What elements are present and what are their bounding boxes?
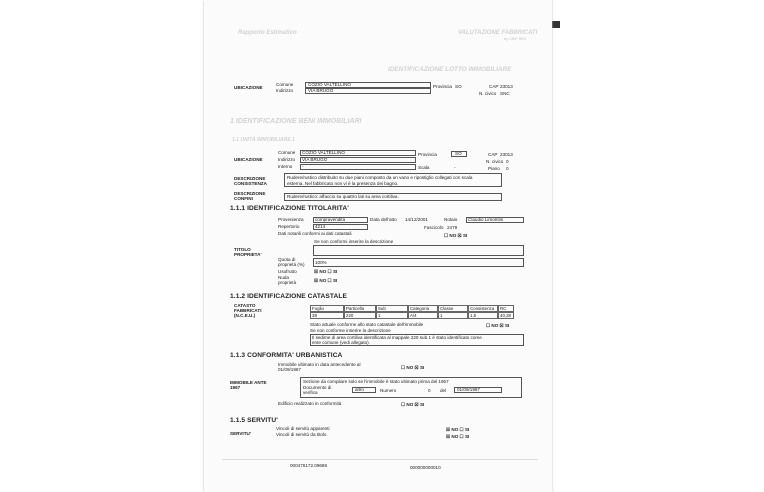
data-atto-value: 14/12/2001	[405, 217, 428, 222]
apparenti-label: Vincoli di servitù apparenti	[276, 426, 330, 431]
scala-value: -	[454, 165, 456, 170]
apparenti-checkbox[interactable]: ☒ NO ☐ SI	[446, 427, 470, 432]
comune-top-value: COZIO VALTELLINO	[308, 82, 351, 87]
footer-code-2: 000000000010	[410, 465, 441, 470]
comune-top-label: Comune	[276, 82, 294, 87]
catasto-label-2: FABBRICATI	[234, 308, 262, 313]
documento-label-2: verifica	[303, 390, 318, 395]
catasto-value-cell: 38	[310, 312, 344, 319]
catasto-label-1: CATASTO	[234, 303, 256, 308]
catasto-header-cell: Sub	[376, 305, 408, 312]
quota-field	[313, 258, 524, 267]
indirizzo-top-label: Indirizzo	[276, 88, 294, 93]
comune-value: COZIO VALTELLINO	[302, 150, 345, 155]
notaio-label: Notaio	[444, 217, 458, 222]
civico-label: N. civico	[486, 159, 504, 164]
footer-rule	[222, 459, 538, 460]
provenienza-value: compravendita	[315, 217, 346, 222]
dati-conformi-label: Dati notarili conformi ai dati catastali	[278, 231, 352, 236]
provenienza-label: Provenienza	[278, 217, 304, 222]
stato-nota-line-1: Il sedime di area cortiliva identificata al mappale 220 sub.1 è stato identificato come	[312, 335, 482, 340]
immobile-ante-label-2: 1967	[230, 385, 241, 390]
indirizzo-value: VIA BRUGO	[302, 157, 328, 162]
catasto-header-cell: Classe	[438, 305, 468, 312]
interno-field	[300, 164, 416, 170]
sezione-label: Sezione da compilare solo se l'immobile è stato ultimato prima del 1967	[303, 379, 449, 384]
catasto-value-cell: 1	[438, 312, 468, 319]
catasto-value-cell: 220	[344, 312, 376, 319]
piano-value: 0	[506, 166, 509, 171]
provincia-value: SO	[455, 151, 462, 156]
catasto-header-cell: Consistenza	[468, 305, 498, 312]
footer-code-1: 000476172.09686	[290, 463, 328, 468]
scala-label: Scala	[418, 165, 430, 170]
ultimato-checkbox[interactable]: ☐ NO ☒ SI	[401, 365, 425, 370]
repertorio-value: 4214	[315, 224, 326, 229]
catastale-heading: 1.1.2 IDENTIFICAZIONE CATASTALE	[230, 293, 348, 300]
servitu-label: SERVITU'	[230, 431, 251, 436]
fascicolo-value: 2479	[447, 225, 458, 230]
catasto-value-cell: A/4	[408, 312, 438, 319]
quota-label-1: Quota di	[278, 257, 296, 262]
right-header-logo: VALUTAZIONE FABBRICATI	[458, 30, 538, 36]
section-1-1-heading: 1.1 UNITÀ IMMOBILIARE 1	[232, 137, 295, 143]
stato-nonconf-label: Se non conforme inserire la descrizione	[310, 328, 391, 333]
catasto-value-cell: 1,5	[468, 312, 498, 319]
titolarita-heading: 1.1.1 IDENTIFICAZIONE TITOLARITA'	[230, 205, 349, 212]
section-1-heading: 1 IDENTIFICAZIONE BENI IMMOBILIARI	[230, 118, 362, 125]
ultimato-label-1: Immobile ultimato in data antecedente al	[278, 362, 361, 367]
cap-label: CAP	[488, 152, 498, 157]
descrizione-label: DESCRIZIONE CONSISTENZA	[234, 176, 267, 186]
numero-label: Numero	[380, 388, 397, 393]
piano-label: Piano	[488, 166, 500, 171]
titolo-checkbox[interactable]: ☒ NO ☐ SI	[446, 434, 470, 439]
catasto-value-cell: 40,28	[498, 312, 514, 319]
stato-conforme-checkbox[interactable]: ☐ NO ☒ SI	[486, 323, 510, 328]
dati-conformi-checkbox[interactable]: ☐ NO ☒ SI	[444, 233, 468, 238]
comune-label: Comune	[278, 150, 296, 155]
stato-nota-line-2: ente comune (vedi allegato).	[312, 340, 370, 345]
titolo-proprieta-label: TITOLO PROPRIETA'	[234, 247, 262, 257]
data-atto-label: Data dell'atto	[370, 217, 397, 222]
documento-value: altro	[355, 387, 364, 392]
quota-label-2: proprietà (%)	[278, 262, 305, 267]
interno-label: Interno	[278, 164, 293, 169]
catasto-value-cell: 1	[376, 312, 408, 319]
stato-conforme-label: Stato attuale conforme allo stato catastale dell'immobile	[310, 322, 424, 327]
fascicolo-label: Fascicolo	[424, 225, 444, 230]
titolo-label: Vincoli di servitù da titolo	[276, 432, 327, 437]
civico-top-value: SNC	[500, 91, 510, 96]
ultimato-label-2: 01/09/1967	[278, 367, 301, 372]
notaio-value: Claudio Limontini	[468, 217, 504, 222]
nuda-label-2: proprietà	[278, 280, 297, 285]
repertorio-label: Repertorio	[278, 224, 300, 229]
non-conformi-label: Se non conformi inserire la descrizione	[314, 239, 394, 244]
numero-value: 0	[428, 388, 431, 393]
catasto-header-cell: Categoria	[408, 305, 438, 312]
cap-top-label: CAP	[489, 84, 499, 89]
quota-value: 100%	[315, 260, 327, 265]
provincia-label: Provincia	[418, 152, 437, 157]
indirizzo-top-value: VIA BRUGO	[308, 88, 334, 93]
immobile-ante-label-1: IMMOBILE ANTE	[230, 380, 267, 385]
edificio-checkbox[interactable]: ☐ NO ☒ SI	[401, 402, 425, 407]
ubicazione-top-label: UBICAZIONE	[234, 85, 263, 90]
ubicazione-label: UBICAZIONE	[234, 157, 263, 162]
cap-value: 23013	[500, 152, 513, 157]
confini-label: DESCRIZIONE CONFINI	[234, 191, 266, 201]
catasto-header-cell: RC	[498, 305, 514, 312]
main-title: IDENTIFICAZIONE LOTTO IMMOBILIARE	[388, 66, 512, 73]
cap-top-value: 23013	[500, 84, 513, 89]
civico-top-label: N. civico	[479, 91, 497, 96]
interno-value: -	[302, 164, 304, 169]
documento-label-1: Documento di	[303, 385, 332, 390]
catasto-header-cell: Foglio	[310, 305, 344, 312]
nuda-label-1: Nuda	[278, 275, 289, 280]
nuda-checkbox[interactable]: ☒ NO ☐ SI	[314, 278, 338, 283]
right-header-sub: by CRIF RES	[504, 37, 526, 41]
servitu-heading: 1.1.5 SERVITU'	[230, 417, 278, 424]
catasto-header-cell: Particella	[344, 305, 376, 312]
left-header-logo: Rapporto Estimativo	[238, 30, 297, 36]
provincia-top-label: Provincia	[433, 84, 452, 89]
del-label: del	[440, 388, 447, 393]
provincia-top-value: SO	[455, 84, 462, 89]
edificio-label: Edificio realizzato in conformità	[278, 401, 342, 406]
indirizzo-label: Indirizzo	[278, 157, 296, 162]
usufrutto-label: Usufrutto	[278, 269, 297, 274]
descrizione-line-2: esterna. Nel fabbricato non vi è la presenza dei bagno.	[287, 181, 399, 186]
non-conformi-field	[313, 245, 524, 256]
urbanistica-heading: 1.1.3 CONFORMITA' URBANISTICA	[230, 352, 343, 359]
usufrutto-checkbox[interactable]: ☒ NO ☐ SI	[314, 269, 338, 274]
confini-value: Rudere/rustico: affaccio su quattro lati su area cortiliva.	[287, 194, 399, 199]
civico-value: 0	[506, 159, 509, 164]
descrizione-line-1: Rudere/rustico distribuito su due piani composto da un vano e ripostiglio collegati con scala	[287, 175, 473, 180]
document-page	[204, 0, 552, 492]
catasto-label-3: (N.C.E.U.)	[234, 313, 256, 318]
del-value: 01/09/1967	[457, 387, 480, 392]
